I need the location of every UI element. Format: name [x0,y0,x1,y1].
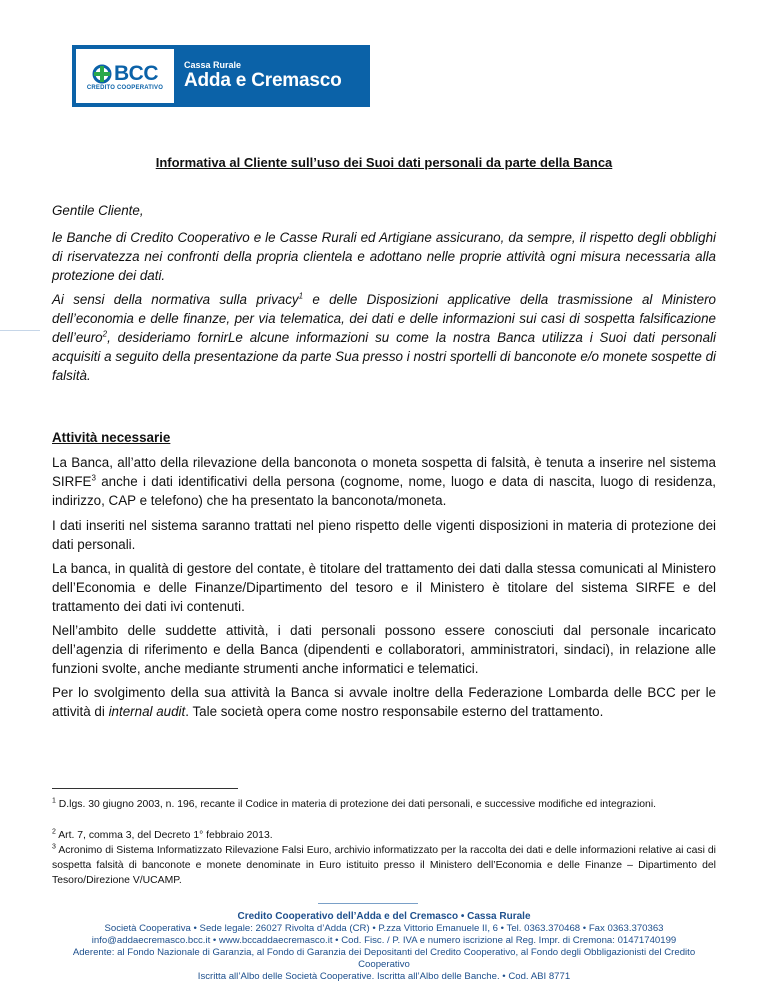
footer-separator [318,903,418,904]
controller-paragraph: La banca, in qualità di gestore del contate, è titolare del trattamento dei dati dalla stessa comunicati al Ministero dell’Economia e delle Finanze/Dipartimento del tesoro e il Ministero è titolare del sistema SIRFE e del trattamento dei dati ivi contenuti. [52,561,716,614]
logo-big-text: Adda e Cremasco [184,70,342,91]
bcc-logo-mark [76,49,174,103]
section-heading: Attività necessarie [52,430,171,445]
footer-line-3: Aderente: al Fondo Nazionale di Garanzia, al Fondo di Garanzia dei Depositanti del Credito Cooperativo, al Fondo degli Obbligazionisti del Credito Cooperativo [72,947,696,970]
footnote-ref-2: 2 [102,329,108,339]
margin-mark [0,330,40,331]
data-protection-paragraph: I dati inseriti nel sistema saranno trattati nel pieno rispetto delle vigenti disposizioni in materia di protezione dei dati personali. [52,518,716,552]
greeting: Gentile Cliente, [52,203,144,218]
footer-title: Credito Cooperativo dell’Adda e del Cremasco • Cassa Rurale [237,911,531,922]
intro-paragraph: le Banche di Credito Cooperativo e le Casse Rurali ed Artigiane assicurano, da sempre, il rispetto degli obblighi di riservatezza nei confronti della propria clientela e adottano nelle proprie attività ogni misura necessaria alla protezione dei dati. [52,230,716,283]
sirfe-paragraph: La Banca, all’atto della rilevazione della banconota o moneta sospetta di falsità, è tenuta a inserire nel sistema SIRFE$^3$ anche i dati identificativi della persona (cognome, nome, luogo e data di nascita, luogo di residenza, indirizzo, CAP e telefono) che ha presentato la banconota/moneta. [52,455,716,508]
footer [60,911,708,983]
bcc-emblem-icon [92,64,112,84]
footnote-2: $^2$ Art. 7, comma 3, del Decreto 1° febbraio 2013. [52,828,273,841]
footnote-ref-3: 3 [91,473,96,483]
footnote-1: $^1$ D.lgs. 30 giugno 2003, n. 196, recante il Codice in materia di protezione dei dati personali, e successive modifiche ed integrazioni. [52,797,657,810]
audit-paragraph: Per lo svolgimento della sua attività la Banca si avvale inoltre della Federazione Lombarda delle BCC per le attività di internal audit. Tale società opera come nostro responsabile esterno del trattamento. [52,685,716,719]
footnote-3: $^3$ Acronimo di Sistema Informatizzato Rilevazione Falsi Euro, archivio informatizzato per la raccolta dei dati e delle informazioni relative ai casi di sospetta falsità di banconote e monete denominate in Euro istituito presso il Ministero dell’Economia e delle Finanze – Dipartimento del Tesoro/Direzione V/UCAMP. [52,843,716,886]
document-title: Informativa al Cliente sull’uso dei Suoi dati personali da parte della Banca [155,155,613,170]
logo-small-text: Cassa Rurale [184,60,242,70]
privacy-paragraph: Ai sensi della normativa sulla privacy$^1$ e delle Disposizioni applicative della trasmissione al Ministero dell’economia e delle finanze, per via telematica, dei dati e delle informazioni sui casi di sospetta falsificazione dell’euro$^2$, desideriamo fornirLe alcune informazioni su come la nostra Banca utilizza i Suoi dati personali acquisiti a seguito della presentazione da parte Sua presso i nostri sportelli di banconote e/o monete sospette di falsità. [52,291,716,383]
logo-brand-sub: CREDITO COOPERATIVO [86,84,164,91]
footnote-separator [52,788,238,789]
bank-logo [72,45,370,107]
footer-line-1: Società Cooperativa • Sede legale: 26027 Rivolta d’Adda (CR) • P.zza Vittorio Emanuele II, 6 • Tel. 0363.370468 • Fax 0363.370363 [104,923,664,934]
footnote-ref-1: 1 [298,291,304,301]
footer-line-4: Iscritta all’Albo delle Società Cooperative. Iscritta all’Albo delle Banche. • Cod. ABI 8771 [197,971,571,982]
staff-paragraph: Nell’ambito delle suddette attività, i dati personali possono essere conosciuti dal personale incaricato dell’agenzia di riferimento e della Banca (dipendenti e collaboratori, amministratori, sindaci), in relazione alle funzioni svolte, anche mediante strumenti anche informatici e telematici. [52,623,716,676]
footer-line-2: info@addaecremasco.bcc.it • www.bccaddaecremasco.it • Cod. Fisc. / P. IVA e numero iscrizione al Reg. Impr. di Cremona: 01471740199 [91,935,677,946]
logo-brand: BCC [114,61,158,85]
